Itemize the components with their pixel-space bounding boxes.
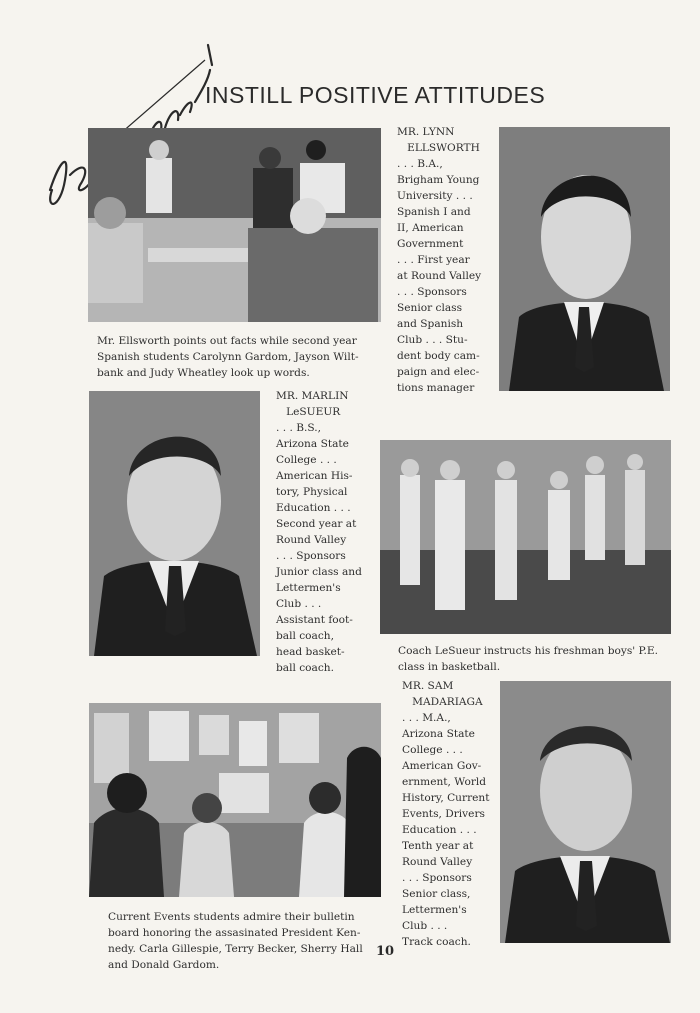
classroom-photo: [88, 128, 381, 322]
bulletin-board-photo: [89, 703, 381, 897]
madariaga-portrait: [500, 681, 671, 943]
bulletin-photo-caption: Current Events students admire their bulletin board honoring the assasinated President Ken- nedy. Carla Gillespie, Terry Becker, Sherry Hall and Donald Gardom.: [108, 911, 363, 971]
ellsworth-photo-caption: Mr. Ellsworth points out facts while second year Spanish students Carolynn Gardom, Jayson Wilt- bank and Judy Wheatley look up words.: [97, 335, 359, 379]
pe-class-photo: [380, 440, 671, 634]
lesueur-portrait: [89, 391, 260, 656]
madariaga-bio: MR. SAM MADARIAGA . . . M.A., Arizona State College . . . American Gov- ernment, World History, Current Events, Drivers Education . . . Tenth year at Round Valley . . . Sponsors Senior class, Lettermen's Club . . . Track coach.: [402, 680, 490, 948]
ellsworth-portrait: [499, 127, 670, 391]
page-title: INSTILL POSITIVE ATTITUDES: [205, 82, 546, 108]
ellsworth-bio: MR. LYNN ELLSWORTH . . . B.A., Brigham Young University . . . Spanish I and II, American Government . . . First year at Round Valley . . . Sponsors Senior class and Spanish Club . . . Stu- dent body cam- paign and elec- tions manager: [397, 126, 482, 394]
lesueur-bio: MR. MARLIN LeSUEUR . . . B.S., Arizona State College . . . American His- tory, Physical Education . . . Second year at Round Valley . . . Sponsors Junior class and Lettermen's Club . . . Assistant foot- ball coach, head basket- ball coach.: [276, 390, 362, 674]
lesueur-photo-caption: Coach LeSueur instructs his freshman boys' P.E. class in basketball.: [398, 645, 659, 673]
page-number: 10: [376, 944, 395, 959]
